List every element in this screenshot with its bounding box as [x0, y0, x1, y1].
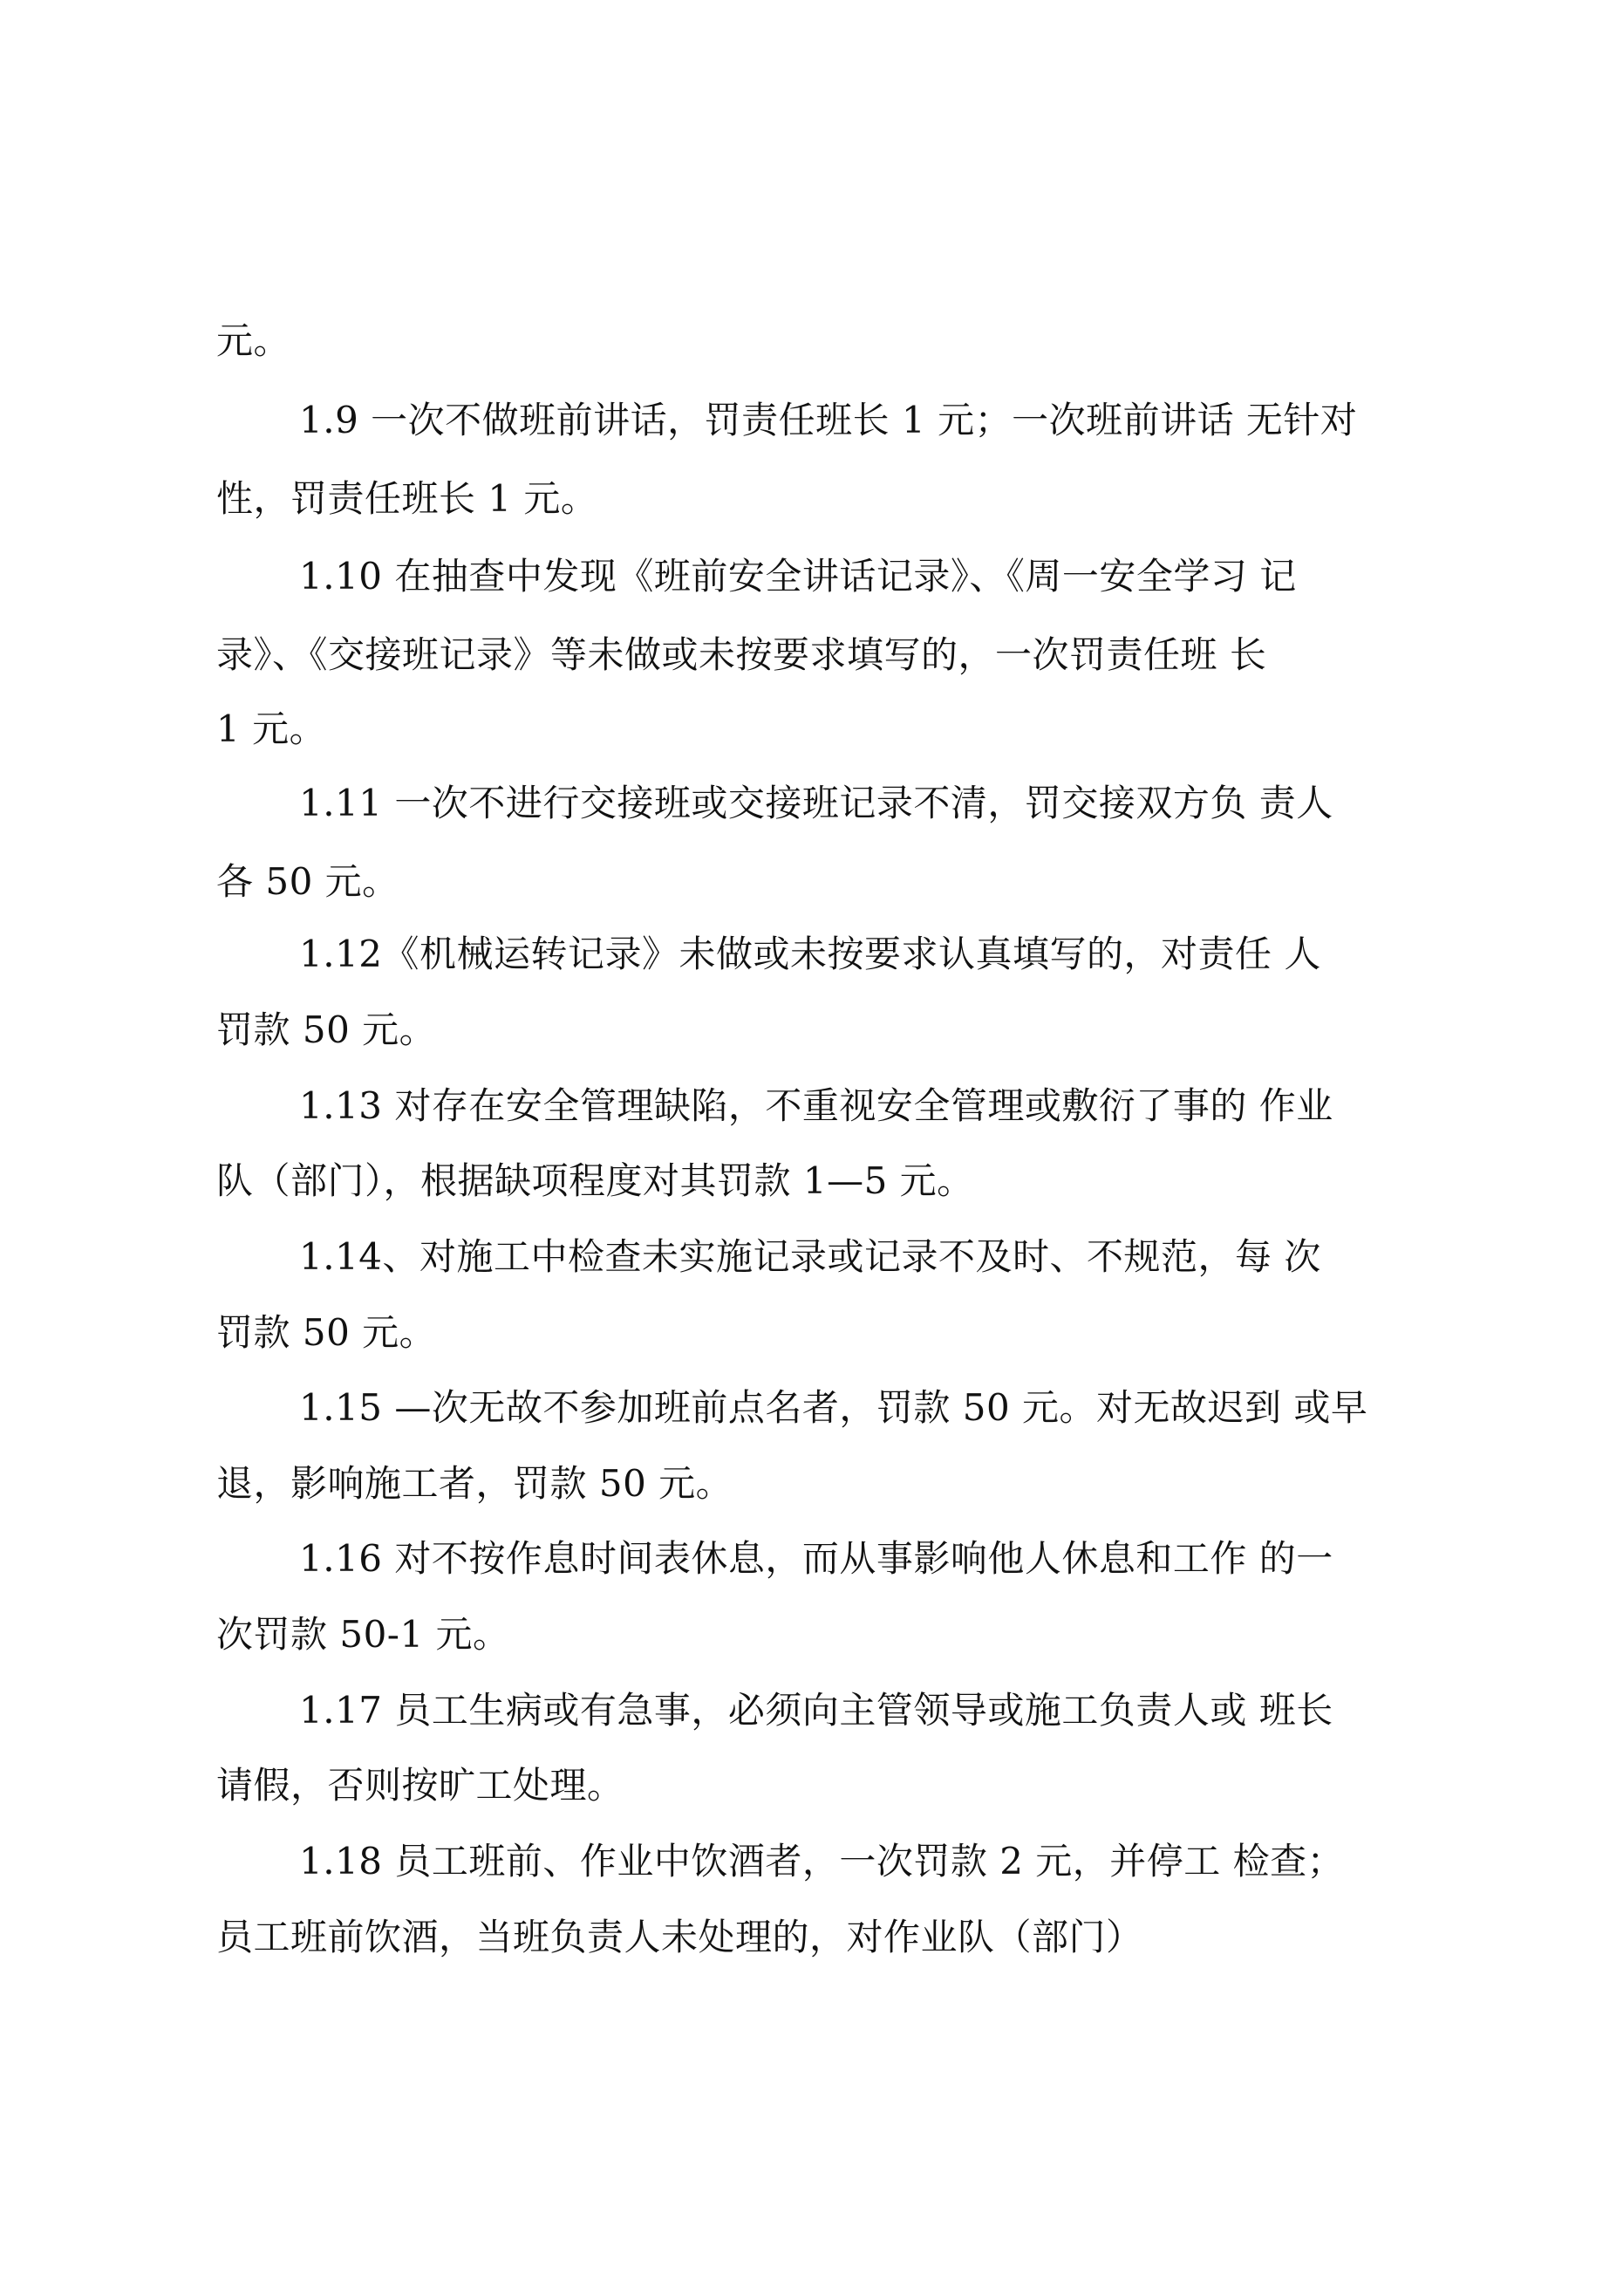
- clause-1-14-line-1: 1.14、对施工中检查未实施记录或记录不及时、不规范，每 次: [299, 1235, 1321, 1278]
- clause-1-13-line-2: 队（部门），根据缺项程度对其罚款 1—5 元。: [216, 1159, 974, 1202]
- clause-1-10-line-1: 1.10 在抽查中发现《班前安全讲话记录》、《周一安全学习 记: [299, 555, 1297, 598]
- clause-1-11-line-1: 1.11 一次不进行交接班或交接班记录不清，罚交接双方负 责人: [299, 782, 1333, 824]
- clause-1-13-line-1: 1.13 对存在安全管理缺陷，不重视安全管理或敷衍了事的 作业: [299, 1084, 1333, 1127]
- clause-1-16-line-2: 次罚款 50-1 元。: [216, 1613, 510, 1656]
- clause-1-12-line-2: 罚款 50 元。: [216, 1008, 437, 1051]
- clause-1-11-line-2: 各 50 元。: [216, 860, 399, 903]
- clause-1-18-line-1: 1.18 员工班前、作业中饮酒者，一次罚款 2 元，并停工 检查；: [299, 1840, 1345, 1883]
- clause-1-10-line-2: 录》、《交接班记录》等未做或未按要求填写的，一次罚责任班 长: [216, 633, 1267, 676]
- clause-1-14-line-2: 罚款 50 元。: [216, 1311, 437, 1354]
- clause-1-18-line-2: 员工班前饮酒，当班负责人未处理的，对作业队（部门）: [216, 1916, 1143, 1958]
- clause-1-9-line-2: 性，罚责任班长 1 元。: [216, 477, 598, 520]
- clause-1-12-line-1: 1.12《机械运转记录》未做或未按要求认真填写的，对责任 人: [299, 933, 1321, 975]
- clause-1-9-line-1: 1.9 一次不做班前讲话，罚责任班长 1 元；一次班前讲话 无针对: [299, 399, 1358, 441]
- text-line: 元。: [216, 319, 291, 362]
- clause-1-16-line-1: 1.16 对不按作息时间表休息，而从事影响他人休息和工作 的一: [299, 1537, 1333, 1580]
- clause-1-17-line-1: 1.17 员工生病或有急事，必须向主管领导或施工负责人或 班长: [299, 1689, 1333, 1732]
- clause-1-15-line-2: 退，影响施工者，罚款 50 元。: [216, 1462, 733, 1505]
- clause-1-17-line-2: 请假，否则按旷工处理。: [216, 1764, 624, 1807]
- clause-1-15-line-1: 1.15 —次无故不参加班前点名者，罚款 50 元。对无故迟到 或早: [299, 1386, 1368, 1429]
- clause-1-10-line-3: 1 元。: [216, 707, 327, 750]
